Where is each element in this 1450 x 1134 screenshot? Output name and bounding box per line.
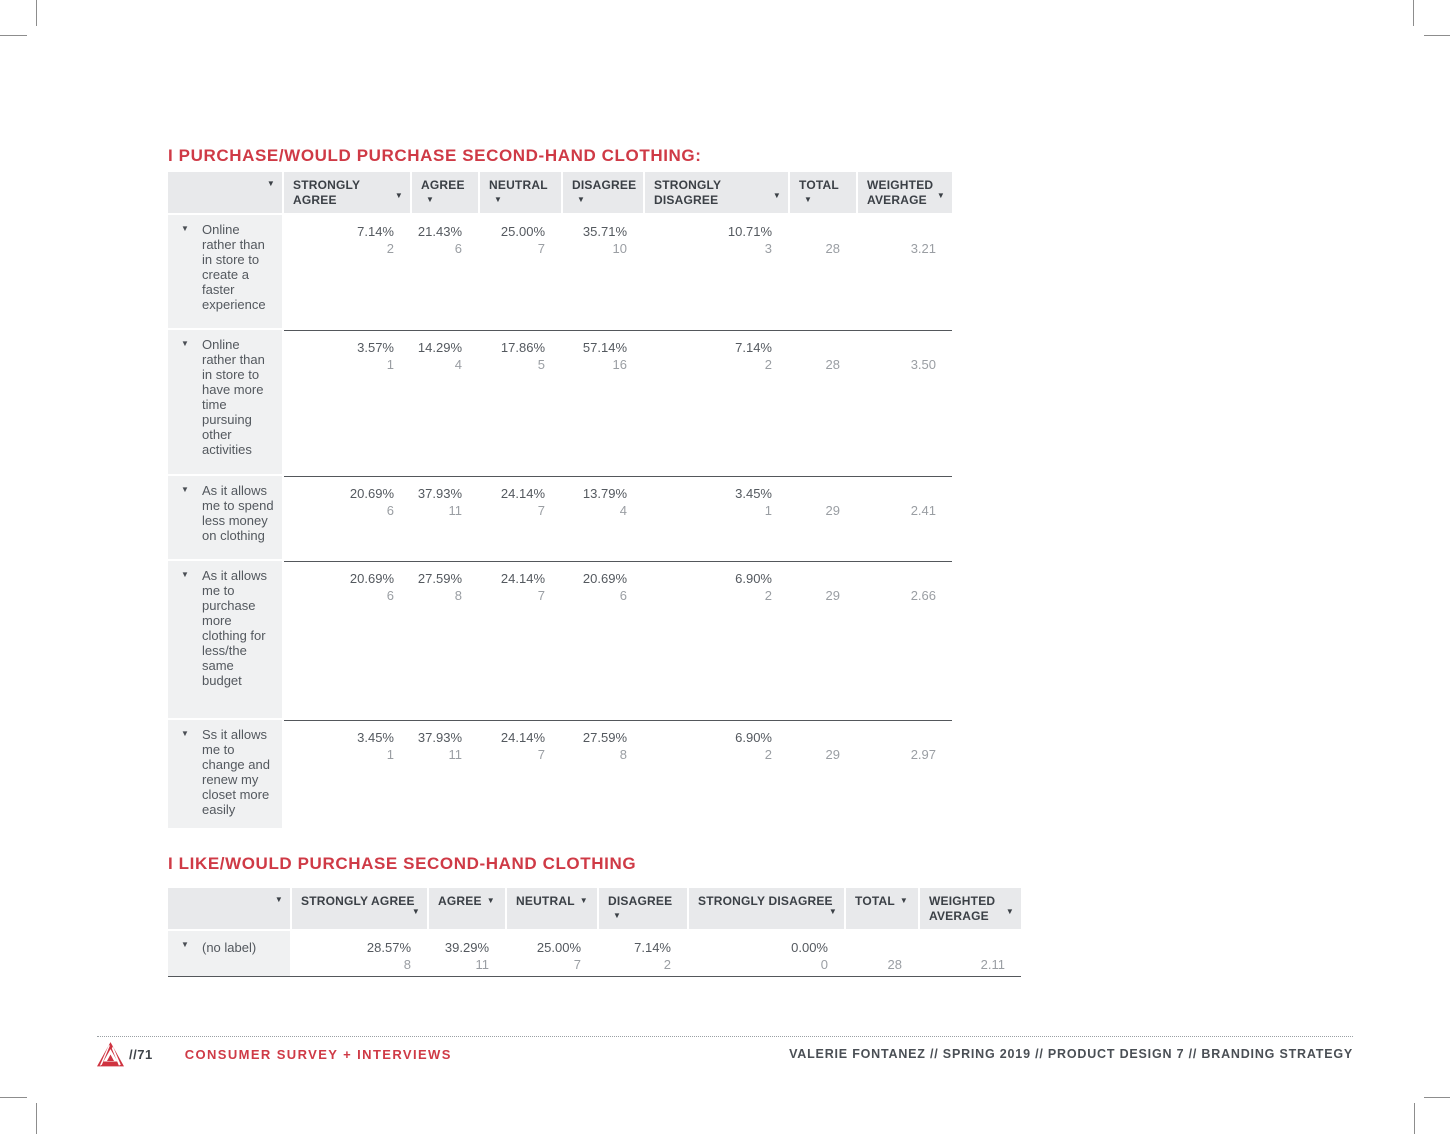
count-value: 7 [537, 503, 545, 518]
header-cell-strongly-disagree [645, 172, 788, 213]
cell-disagree [599, 931, 687, 976]
count-value: 2 [386, 241, 394, 256]
row-dropdown-arrow-icon[interactable]: ▼ [181, 339, 189, 348]
dropdown-arrow-icon[interactable]: ▼ [266, 179, 275, 188]
cell-agree [412, 477, 478, 559]
row-dropdown-arrow-icon[interactable]: ▼ [181, 940, 189, 949]
dropdown-arrow-icon[interactable]: ▼ [804, 195, 813, 204]
weighted-average-value: 3.21 [910, 241, 936, 256]
cell-disagree [563, 477, 643, 559]
total-value: 29 [825, 503, 840, 518]
weighted-average-value: 2.97 [910, 747, 936, 762]
count-value: 4 [619, 503, 627, 518]
cell-agree [412, 562, 478, 718]
footer [97, 1041, 1353, 1067]
cell-total [790, 215, 856, 328]
page-number: //71 [129, 1046, 153, 1062]
count-value: 1 [764, 503, 772, 518]
table-row [168, 476, 952, 559]
percent-value: 37.93% [417, 486, 462, 501]
weighted-average-value: 2.41 [910, 503, 936, 518]
cell-strongly-agree [284, 331, 410, 474]
dropdown-arrow-icon[interactable]: ▼ [274, 895, 283, 904]
cell-agree [412, 721, 478, 828]
cell-total [846, 931, 918, 976]
percent-value: 17.86% [500, 340, 545, 355]
percent-value: 39.29% [444, 940, 489, 955]
header-cell-total [790, 172, 856, 213]
header-cell-strongly-agree [292, 888, 427, 929]
row-label-cell [168, 720, 282, 828]
footer-credits: VALERIE FONTANEZ // SPRING 2019 // PRODUCT DESIGN 7 // BRANDING STRATEGY [789, 1047, 1353, 1061]
row-label: As it allows me to purchase more clothing for less/the same budget [202, 568, 268, 688]
count-value: 8 [454, 588, 462, 603]
total-value: 29 [825, 747, 840, 762]
percent-value: 10.71% [727, 224, 772, 239]
header-cell-weighted-average [858, 172, 952, 213]
cell-strongly-agree [292, 931, 427, 976]
count-value: 1 [386, 357, 394, 372]
percent-value: 14.29% [417, 340, 462, 355]
row-label: Ss it allows me to change and renew my closet more easily [202, 727, 270, 817]
count-value: 5 [537, 357, 545, 372]
count-value: 3 [764, 241, 772, 256]
cell-neutral [480, 562, 561, 718]
percent-value: 25.00% [536, 940, 581, 955]
weighted-average-value: 2.66 [910, 588, 936, 603]
row-label: (no label) [202, 940, 257, 955]
count-value: 0 [820, 957, 828, 972]
header-cell-disagree [599, 888, 687, 929]
row-label: Online rather than in store to create a faster experience [202, 222, 266, 312]
dropdown-arrow-icon[interactable]: ▼ [394, 191, 403, 200]
header-label: AGREE [438, 894, 482, 908]
count-value: 4 [454, 357, 462, 372]
survey-table-like [168, 888, 1021, 977]
row-label-cell [168, 330, 282, 474]
crop-mark [1424, 35, 1450, 36]
cell-weighted-average [858, 331, 952, 474]
weighted-average-value: 3.50 [910, 357, 936, 372]
percent-value: 7.14% [634, 940, 671, 955]
cell-agree [412, 331, 478, 474]
dropdown-arrow-icon[interactable]: ▼ [494, 195, 503, 204]
dropdown-arrow-icon[interactable]: ▼ [579, 896, 588, 905]
count-value: 11 [448, 747, 462, 762]
dropdown-arrow-icon[interactable]: ▼ [486, 896, 495, 905]
row-dropdown-arrow-icon[interactable]: ▼ [181, 224, 189, 233]
cell-disagree [563, 562, 643, 718]
cell-weighted-average [858, 562, 952, 718]
header-label: WEIGHTED AVERAGE [929, 894, 996, 923]
cell-strongly-disagree [645, 477, 788, 559]
dropdown-arrow-icon[interactable]: ▼ [613, 911, 622, 920]
crop-mark [1414, 1103, 1415, 1134]
count-value: 8 [403, 957, 411, 972]
count-value: 6 [454, 241, 462, 256]
count-value: 7 [573, 957, 581, 972]
count-value: 8 [619, 747, 627, 762]
header-label: TOTAL [799, 178, 839, 192]
row-label-cell [168, 476, 282, 559]
header-cell-strongly-disagree [689, 888, 844, 929]
row-label: As it allows me to spend less money on clothing [202, 483, 274, 543]
cell-strongly-disagree [645, 562, 788, 718]
header-cell-total [846, 888, 918, 929]
dropdown-arrow-icon[interactable]: ▼ [772, 191, 781, 200]
percent-value: 0.00% [791, 940, 828, 955]
cell-weighted-average [858, 721, 952, 828]
header-label: DISAGREE [608, 894, 673, 908]
cell-weighted-average [858, 477, 952, 559]
percent-value: 35.71% [582, 224, 627, 239]
percent-value: 3.45% [735, 486, 772, 501]
percent-value: 21.43% [417, 224, 462, 239]
percent-value: 3.45% [357, 730, 394, 745]
table-header-row [168, 888, 1021, 929]
cell-weighted-average [920, 931, 1021, 976]
cell-disagree [563, 331, 643, 474]
percent-value: 3.57% [357, 340, 394, 355]
cell-strongly-agree [284, 215, 410, 328]
crop-mark [36, 0, 37, 26]
header-label: DISAGREE [572, 178, 637, 192]
percent-value: 13.79% [582, 486, 627, 501]
header-cell-disagree [563, 172, 643, 213]
table-row [168, 215, 952, 328]
count-value: 2 [764, 747, 772, 762]
header-cell-strongly-agree [284, 172, 410, 213]
header-label: WEIGHTED AVERAGE [867, 178, 934, 207]
cell-agree [412, 215, 478, 328]
dropdown-arrow-icon[interactable]: ▼ [577, 195, 586, 204]
percent-value: 28.57% [366, 940, 411, 955]
row-label-cell [168, 215, 282, 328]
percent-value: 27.59% [582, 730, 627, 745]
crop-mark [1424, 1097, 1450, 1098]
header-label: STRONGLY DISAGREE [698, 894, 833, 908]
percent-value: 57.14% [582, 340, 627, 355]
cell-neutral [507, 931, 597, 976]
table-header-row [168, 172, 952, 213]
percent-value: 24.14% [500, 486, 545, 501]
dropdown-arrow-icon[interactable]: ▼ [1005, 907, 1014, 916]
header-cell-agree [412, 172, 478, 213]
count-value: 2 [663, 957, 671, 972]
count-value: 2 [764, 357, 772, 372]
header-cell-empty [168, 888, 290, 929]
table-row [168, 330, 952, 474]
count-value: 1 [386, 747, 394, 762]
cell-disagree [563, 721, 643, 828]
header-label: NEUTRAL [489, 178, 548, 192]
crop-mark [0, 1097, 27, 1098]
cell-weighted-average [858, 215, 952, 328]
row-label: Online rather than in store to have more time pursuing other activities [202, 337, 265, 457]
count-value: 2 [764, 588, 772, 603]
footer-divider [97, 1036, 1353, 1037]
header-label: STRONGLY AGREE [293, 178, 360, 207]
dropdown-arrow-icon[interactable]: ▼ [828, 907, 837, 916]
count-value: 7 [537, 747, 545, 762]
percent-value: 20.69% [582, 571, 627, 586]
count-value: 7 [537, 241, 545, 256]
row-label-cell [168, 561, 282, 718]
cell-agree [429, 931, 505, 976]
brand-triangle-logo-icon [97, 1042, 124, 1067]
percent-value: 24.14% [500, 571, 545, 586]
total-value: 29 [825, 588, 840, 603]
percent-value: 27.59% [417, 571, 462, 586]
cell-strongly-agree [284, 562, 410, 718]
count-value: 7 [537, 588, 545, 603]
percent-value: 37.93% [417, 730, 462, 745]
header-cell-neutral [480, 172, 561, 213]
crop-mark [1413, 0, 1414, 26]
crop-mark [0, 35, 27, 36]
table-row [168, 720, 952, 828]
count-value: 10 [612, 241, 627, 256]
percent-value: 24.14% [500, 730, 545, 745]
section-title-purchase: I PURCHASE/WOULD PURCHASE SECOND-HAND CLOTHING: [168, 146, 702, 165]
row-dropdown-arrow-icon[interactable]: ▼ [181, 570, 189, 579]
header-label: STRONGLY DISAGREE [654, 178, 721, 207]
total-value: 28 [887, 957, 902, 972]
cell-strongly-agree [284, 477, 410, 559]
header-label: NEUTRAL [516, 894, 575, 908]
cell-total [790, 331, 856, 474]
crop-mark [36, 1103, 37, 1134]
table-row [168, 561, 952, 718]
cell-neutral [480, 721, 561, 828]
cell-neutral [480, 477, 561, 559]
header-cell-agree [429, 888, 505, 929]
cell-total [790, 721, 856, 828]
count-value: 11 [475, 957, 489, 972]
row-dropdown-arrow-icon[interactable]: ▼ [181, 729, 189, 738]
cell-neutral [480, 331, 561, 474]
percent-value: 7.14% [357, 224, 394, 239]
percent-value: 7.14% [735, 340, 772, 355]
percent-value: 20.69% [349, 486, 394, 501]
cell-strongly-agree [284, 721, 410, 828]
total-value: 28 [825, 357, 840, 372]
cell-strongly-disagree [645, 331, 788, 474]
header-cell-empty [168, 172, 282, 213]
row-dropdown-arrow-icon[interactable]: ▼ [181, 485, 189, 494]
header-cell-neutral [507, 888, 597, 929]
count-value: 6 [386, 588, 394, 603]
total-value: 28 [825, 241, 840, 256]
header-label: AGREE [421, 178, 465, 192]
cell-strongly-disagree [645, 215, 788, 328]
percent-value: 6.90% [735, 730, 772, 745]
dropdown-arrow-icon[interactable]: ▼ [899, 896, 909, 905]
count-value: 6 [386, 503, 394, 518]
header-cell-weighted-average [920, 888, 1021, 929]
cell-total [790, 562, 856, 718]
cell-total [790, 477, 856, 559]
weighted-average-value: 2.11 [980, 957, 1005, 972]
cell-neutral [480, 215, 561, 328]
count-value: 16 [612, 357, 627, 372]
header-label: TOTAL [855, 894, 895, 908]
dropdown-arrow-icon[interactable]: ▼ [411, 907, 420, 916]
footer-section-label: CONSUMER SURVEY + INTERVIEWS [184, 1046, 452, 1062]
row-label-cell [168, 931, 290, 976]
section-title-like: I LIKE/WOULD PURCHASE SECOND-HAND CLOTHING [168, 854, 637, 873]
count-value: 11 [448, 503, 462, 518]
table-row [168, 931, 1021, 977]
percent-value: 20.69% [349, 571, 394, 586]
dropdown-arrow-icon[interactable]: ▼ [936, 191, 945, 200]
survey-table-purchase [168, 172, 952, 830]
cell-strongly-disagree [689, 931, 844, 976]
percent-value: 6.90% [735, 571, 772, 586]
cell-strongly-disagree [645, 721, 788, 828]
cell-disagree [563, 215, 643, 328]
header-label: STRONGLY AGREE [301, 894, 415, 908]
percent-value: 25.00% [500, 224, 545, 239]
dropdown-arrow-icon[interactable]: ▼ [426, 195, 435, 204]
count-value: 6 [619, 588, 627, 603]
